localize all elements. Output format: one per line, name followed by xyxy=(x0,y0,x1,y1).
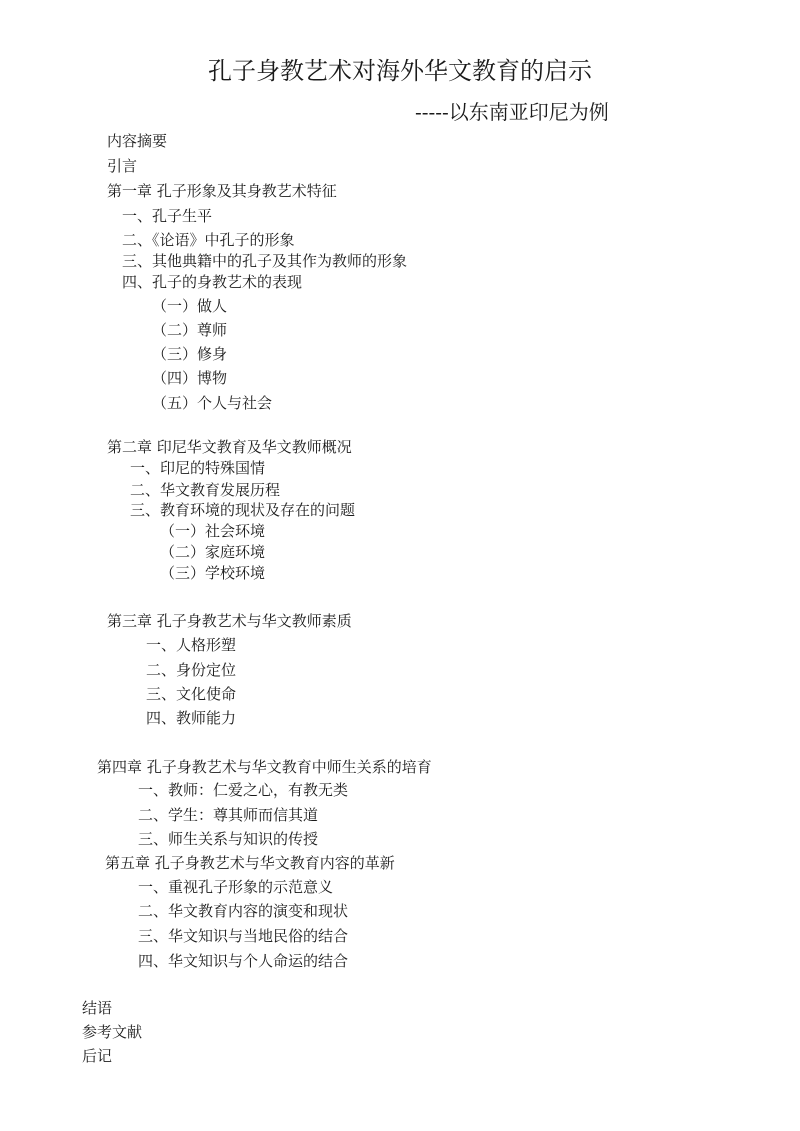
toc-subsection: （一）社会环境 xyxy=(160,522,266,540)
toc-section: 二、《论语》中孔子的形象 xyxy=(122,231,295,249)
toc-section: 一、教师：仁爱之心，有教无类 xyxy=(138,781,349,799)
toc-section: 三、师生关系与知识的传授 xyxy=(138,830,319,848)
toc-chapter-1: 第一章 孔子形象及其身教艺术特征 xyxy=(107,182,337,200)
toc-section: 三、其他典籍中的孔子及其作为教师的形象 xyxy=(122,252,408,270)
toc-section: 三、华文知识与当地民俗的结合 xyxy=(138,927,349,945)
toc-section: 一、人格形塑 xyxy=(146,636,237,654)
toc-chapter-2: 第二章 印尼华文教育及华文教师概况 xyxy=(107,438,352,456)
toc-abstract: 内容摘要 xyxy=(107,132,168,150)
toc-references: 参考文献 xyxy=(82,1023,143,1041)
toc-section: 四、华文知识与个人命运的结合 xyxy=(138,952,349,970)
toc-subsection: （三）修身 xyxy=(152,345,228,363)
toc-section: 一、重视孔子形象的示范意义 xyxy=(138,878,334,896)
toc-section: 二、学生：尊其师而信其道 xyxy=(138,806,319,824)
toc-section: 四、教师能力 xyxy=(146,709,237,727)
toc-subsection: （二）家庭环境 xyxy=(160,543,266,561)
toc-subsection: （一）做人 xyxy=(152,297,228,315)
toc-section: 二、身份定位 xyxy=(146,661,237,679)
toc-section: 三、教育环境的现状及存在的问题 xyxy=(130,501,356,519)
toc-subsection: （二）尊师 xyxy=(152,321,228,339)
toc-conclusion: 结语 xyxy=(82,999,113,1017)
toc-section: 二、华文教育发展历程 xyxy=(130,481,281,499)
toc-section: 二、华文教育内容的演变和现状 xyxy=(138,902,349,920)
document-title: 孔子身教艺术对海外华文教育的启示 xyxy=(208,57,592,85)
toc-postscript: 后记 xyxy=(82,1047,113,1065)
toc-subsection: （五）个人与社会 xyxy=(152,394,273,412)
document-subtitle: -----以东南亚印尼为例 xyxy=(415,100,609,124)
toc-section: 三、文化使命 xyxy=(146,685,237,703)
toc-chapter-4: 第四章 孔子身教艺术与华文教育中师生关系的培育 xyxy=(97,758,432,776)
toc-section: 一、印尼的特殊国情 xyxy=(130,459,266,477)
toc-introduction: 引言 xyxy=(107,157,138,175)
toc-section: 四、孔子的身教艺术的表现 xyxy=(122,273,303,291)
toc-section: 一、孔子生平 xyxy=(122,207,213,225)
toc-chapter-5: 第五章 孔子身教艺术与华文教育内容的革新 xyxy=(105,854,395,872)
toc-subsection: （三）学校环境 xyxy=(160,564,266,582)
toc-chapter-3: 第三章 孔子身教艺术与华文教师素质 xyxy=(107,612,352,630)
toc-subsection: （四）博物 xyxy=(152,369,228,387)
